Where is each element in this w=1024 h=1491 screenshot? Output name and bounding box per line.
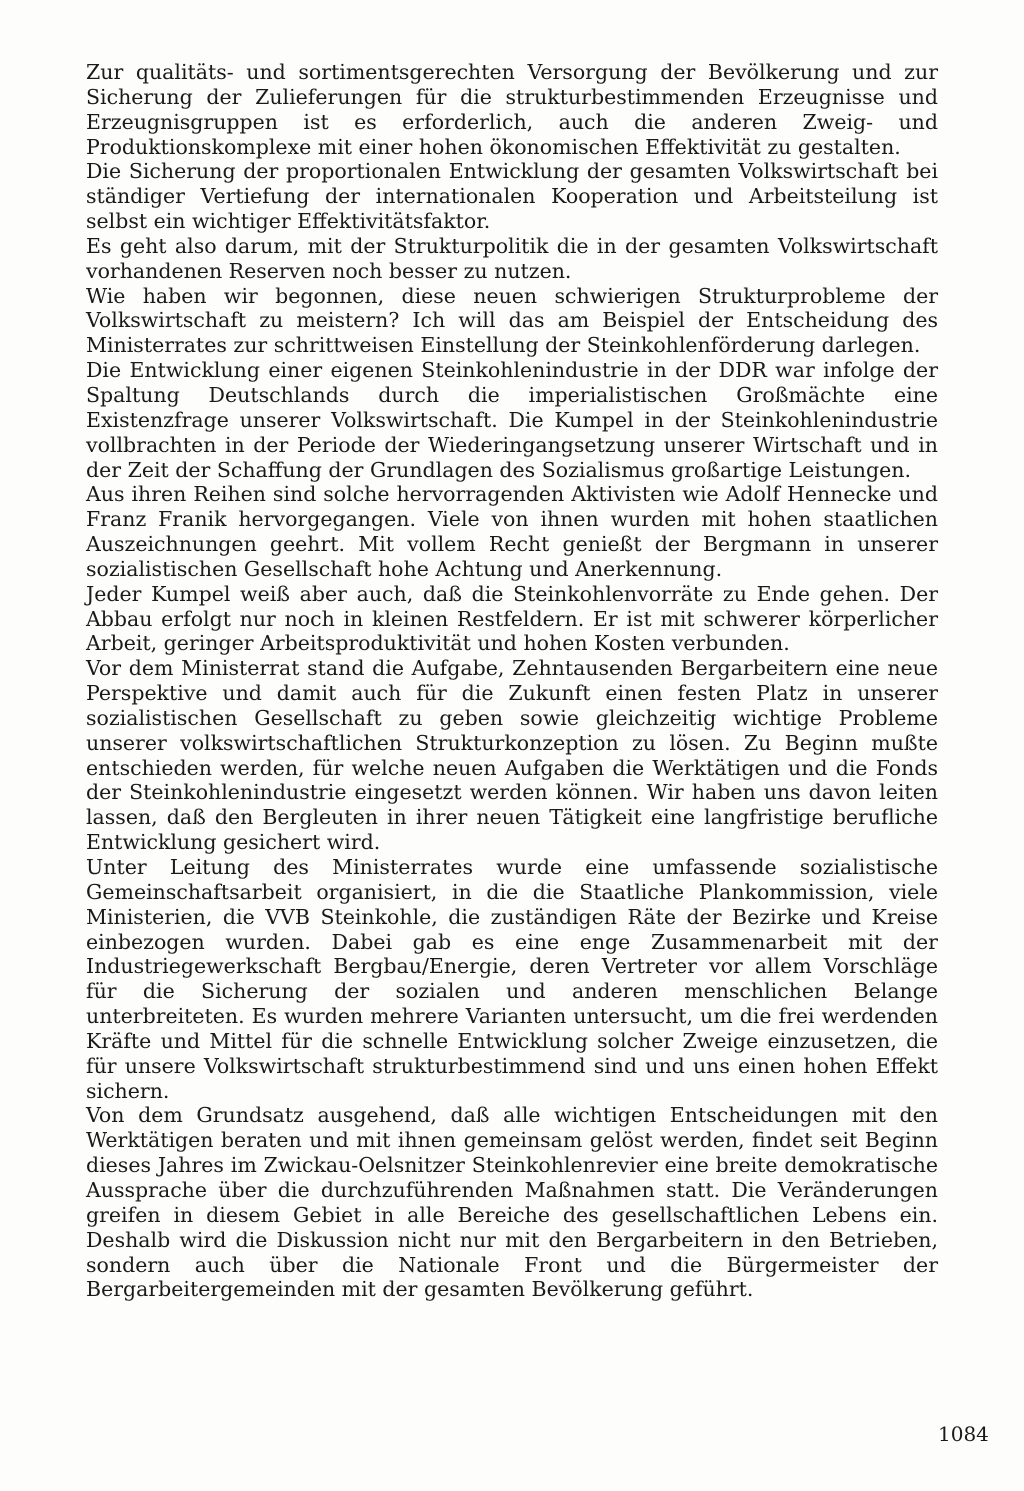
body-text	[86, 60, 938, 1302]
paragraph: Von dem Grundsatz ausgehend, daß alle wichtigen Entscheidungen mit den Werktätigen beraten und mit ihnen gemeinsam gelöst werden, findet seit Beginn dieses Jahres im Zwickau-Oelsnitzer Steinkohlenrevier eine breite demokratische Aussprache über die durchzuführenden Maßnahmen statt. Die Veränderungen greifen in diesem Gebiet in alle Bereiche des gesellschaftlichen Lebens ein. Deshalb wird die Diskussion nicht nur mit den Bergarbeitern in den Betrieben, sondern auch über die Nationale Front und die Bürgermeister der Bergarbeitergemeinden mit der gesamten Bevölkerung geführt.	[86, 1103, 938, 1302]
paragraph: Die Sicherung der proportionalen Entwicklung der gesamten Volkswirtschaft bei ständiger Vertiefung der internationalen Kooperation und Arbeitsteilung ist selbst ein wichtiger Effektivitätsfaktor.	[86, 159, 938, 234]
paragraph: Aus ihren Reihen sind solche hervorragenden Aktivisten wie Adolf Hennecke und Franz Franik hervorgegangen. Viele von ihnen wurden mit hohen staatlichen Auszeichnungen geehrt. Mit vollem Recht genießt der Bergmann in unserer sozialistischen Gesellschaft hohe Achtung und Anerkennung.	[86, 482, 938, 581]
paragraph: Wie haben wir begonnen, diese neuen schwierigen Strukturprobleme der Volkswirtschaft zu meistern? Ich will das am Beispiel der Entscheidung des Ministerrates zur schrittweisen Einstellung der Steinkohlenförderung darlegen.	[86, 283, 938, 358]
paragraph: Zur qualitäts- und sortimentsgerechten Versorgung der Bevölkerung und zur Sicherung der Zulieferungen für die strukturbestimmenden Erzeugnisse und Erzeugnisgruppen ist es erforderlich, auch die anderen Zweig- und Produktionskomplexe mit einer hohen ökonomischen Effektivität zu gestalten.	[86, 60, 938, 159]
paragraph: Vor dem Ministerrat stand die Aufgabe, Zehntausenden Bergarbeitern eine neue Perspektive und damit auch für die Zukunft einen festen Platz in unserer sozialistischen Gesellschaft zu geben sowie gleichzeitig wichtige Probleme unserer volkswirtschaftlichen Strukturkonzeption zu lösen. Zu Beginn mußte entschieden werden, für welche neuen Aufgaben die Werktätigen und die Fonds der Steinkohlenindustrie eingesetzt werden können. Wir haben uns davon leiten lassen, daß den Bergleuten in ihrer neuen Tätigkeit eine langfristige berufliche Entwicklung gesichert wird.	[86, 656, 938, 855]
paragraph: Es geht also darum, mit der Strukturpolitik die in der gesamten Volkswirtschaft vorhandenen Reserven noch besser zu nutzen.	[86, 233, 938, 283]
paragraph: Jeder Kumpel weiß aber auch, daß die Steinkohlenvorräte zu Ende gehen. Der Abbau erfolgt nur noch in kleinen Restfeldern. Er ist mit schwerer körperlicher Arbeit, geringer Arbeitsproduktivität und hohen Kosten verbunden.	[86, 581, 938, 656]
paragraph: Unter Leitung des Ministerrates wurde eine umfassende sozialistische Gemeinschaftsarbeit organisiert, in die die Staatliche Plankommission, viele Ministerien, die VVB Steinkohle, die zuständigen Räte der Bezirke und Kreise einbezogen wurden. Dabei gab es eine enge Zusammenarbeit mit der Industriegewerkschaft Bergbau/Energie, deren Vertreter vor allem Vorschläge für die Sicherung der sozialen und anderen menschlichen Belange unterbreiteten. Es wurden mehrere Varianten untersucht, um die frei werdenden Kräfte und Mittel für die schnelle Entwicklung solcher Zweige einzusetzen, die für unsere Volkswirtschaft strukturbestimmend sind und uns einen hohen Effekt sichern.	[86, 855, 938, 1103]
page-number: 1084	[938, 1422, 989, 1446]
paragraph: Die Entwicklung einer eigenen Steinkohlenindustrie in der DDR war infolge der Spaltung Deutschlands durch die imperialistischen Großmächte eine Existenzfrage unserer Volkswirtschaft. Die Kumpel in der Steinkohlenindustrie vollbrachten in der Periode der Wiederingangsetzung unserer Wirtschaft und in der Zeit der Schaffung der Grundlagen des Sozialismus großartige Leistungen.	[86, 358, 938, 482]
